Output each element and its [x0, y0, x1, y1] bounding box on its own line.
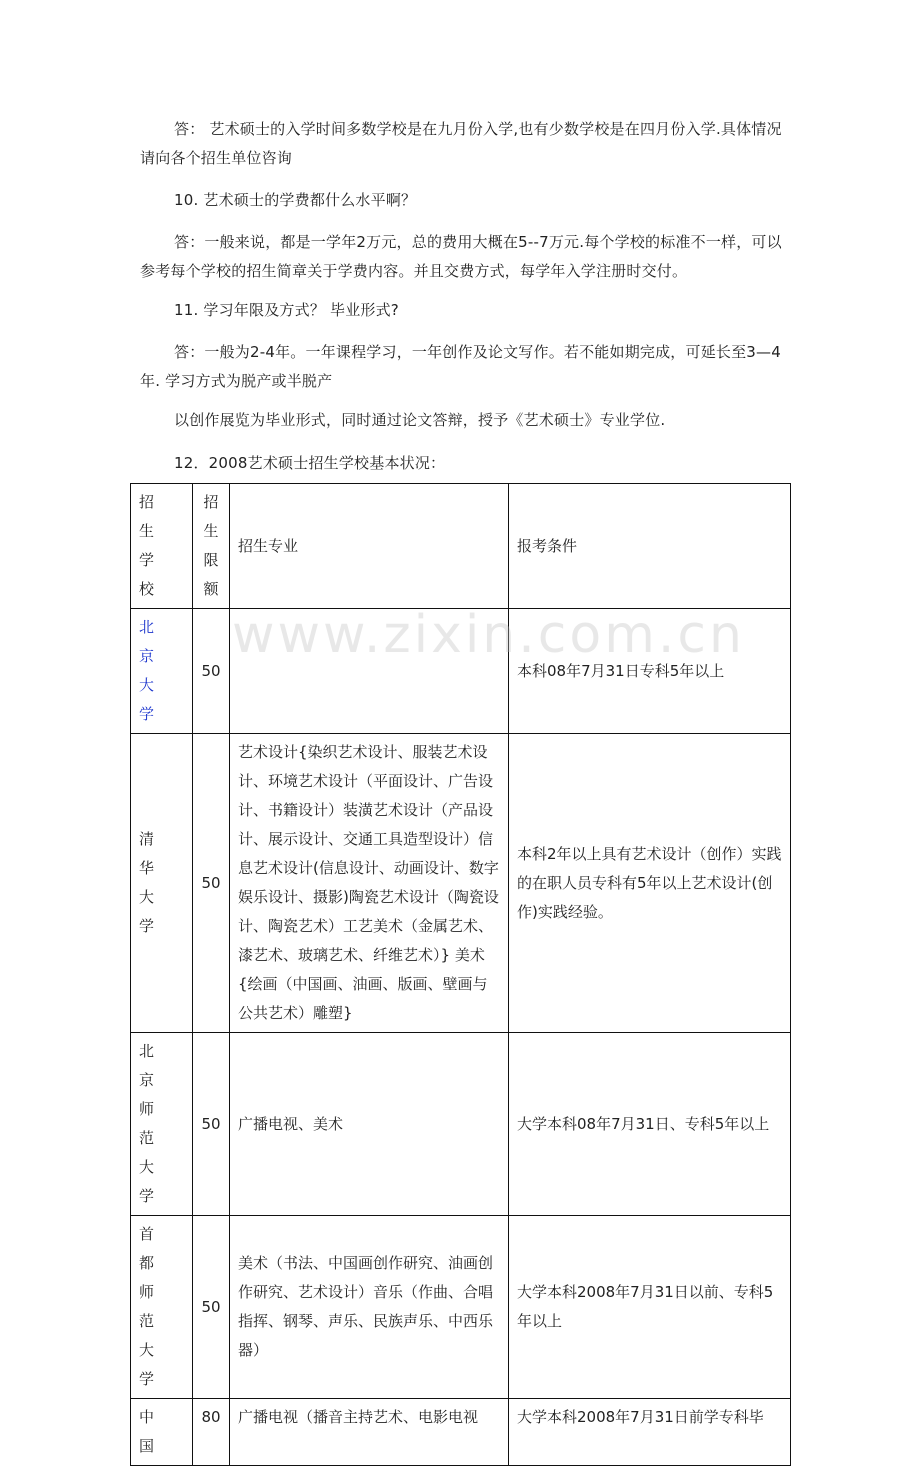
header-school: 招生学校	[131, 484, 193, 609]
conditions-cell: 大学本科2008年7月31日前学专科毕	[509, 1399, 791, 1466]
table-row	[131, 1033, 791, 1216]
school-cell: 北京师范大学	[131, 1033, 193, 1216]
conditions-cell: 大学本科2008年7月31日以前、专科5年以上	[509, 1216, 791, 1399]
majors-cell: 广播电视（播音主持艺术、电影电视	[230, 1399, 509, 1466]
majors-cell: 艺术设计{染织艺术设计、服装艺术设计、环境艺术设计（平面设计、广告设计、书籍设计）装潢艺术设计（产品设计、展示设计、交通工具造型设计）信息艺术设计(信息设计、动画设计、数字娱乐设计、摄影)陶瓷艺术设计（陶瓷设计、陶瓷艺术）工艺美术（金属艺术、漆艺术、玻璃艺术、纤维艺术）} 美术{绘画（中国画、油画、版画、壁画与公共艺术）雕塑}	[230, 734, 509, 1033]
section-12-heading: 12．2008艺术硕士招生学校基本状况：	[174, 454, 446, 472]
conditions-cell: 大学本科08年7月31日、专科5年以上	[509, 1033, 791, 1216]
table-row	[131, 609, 791, 734]
majors-cell: 美术（书法、中国画创作研究、油画创作研究、艺术设计）音乐（作曲、合唱指挥、钢琴、声乐、民族声乐、中西乐器）	[230, 1216, 509, 1399]
answer-enrollment-time: 答： 艺术硕士的入学时间多数学校是在九月份入学,也有少数学校是在四月份入学.具体情况请向各个招生单位咨询	[140, 120, 782, 167]
school-cell: 中国	[131, 1399, 193, 1466]
conditions-cell: 本科08年7月31日专科5年以上	[509, 609, 791, 734]
question-10-tuition: 10. 艺术硕士的学费都什么水平啊？	[174, 191, 417, 209]
quota-cell: 50	[193, 1216, 230, 1399]
school-link-peking-university[interactable]: 北京大学	[131, 609, 193, 734]
conditions-cell: 本科2年以上具有艺术设计（创作）实践的在职人员专科有5年以上艺术设计(创作)实践经验。	[509, 734, 791, 1033]
quota-cell: 50	[193, 609, 230, 734]
school-cell: 清华大学	[131, 734, 193, 1033]
quota-cell: 80	[193, 1399, 230, 1466]
answer-duration: 答：一般为2-4年。一年课程学习，一年创作及论文写作。若不能如期完成，可延长至3—4 年. 学习方式为脱产或半脱产	[140, 343, 781, 390]
table-row	[131, 1216, 791, 1399]
header-quota: 招生限额	[193, 484, 230, 609]
quota-cell: 50	[193, 734, 230, 1033]
header-majors: 招生专业	[230, 484, 509, 609]
admission-schools-table	[130, 483, 791, 1466]
question-11-duration: 11. 学习年限及方式？ 毕业形式?	[174, 301, 399, 319]
watermark-text: www.zixin.com.cn	[232, 605, 745, 665]
school-cell: 首都师范大学	[131, 1216, 193, 1399]
quota-cell: 50	[193, 1033, 230, 1216]
graduation-form-text: 以创作展览为毕业形式，同时通过论文答辩，授予《艺术硕士》专业学位.	[174, 411, 666, 429]
table-row	[131, 734, 791, 1033]
table-header-row	[131, 484, 791, 609]
majors-cell: 广播电视、美术	[230, 1033, 509, 1216]
answer-tuition: 答：一般来说，都是一学年2万元，总的费用大概在5--7万元.每个学校的标准不一样，可以参考每个学校的招生简章关于学费内容。并且交费方式，每学年入学注册时交付。	[140, 233, 782, 280]
header-conditions: 报考条件	[509, 484, 791, 609]
table-row	[131, 1399, 791, 1466]
majors-cell	[230, 609, 509, 734]
